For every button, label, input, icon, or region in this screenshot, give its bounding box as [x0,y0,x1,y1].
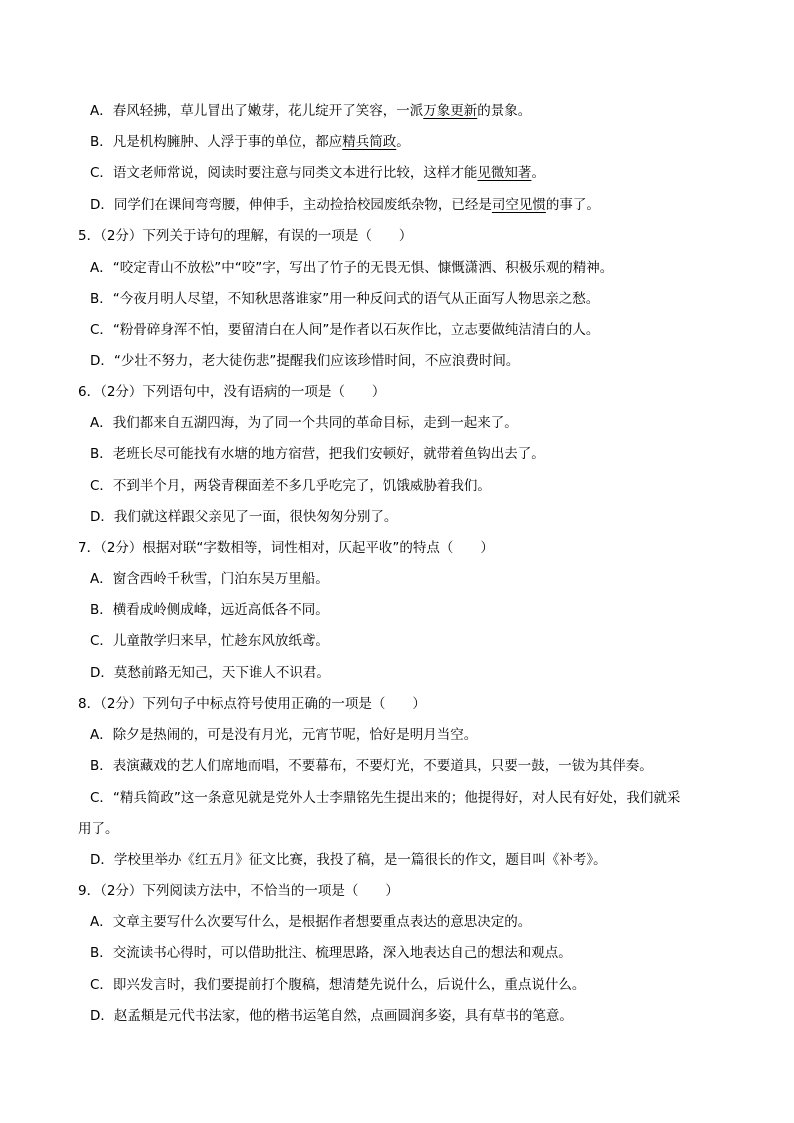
answer-option [0,943,794,963]
line-text: D．“少壮不努力，老大徒伤悲”提醒我们应该珍惜时间，不应浪费时间。 [90,353,520,369]
line-text: D．我们就这样跟父亲见了一面，很快匆匆分别了。 [90,509,398,525]
answer-option [0,975,794,995]
line-text: B．老班长尽可能找有水塘的地方宿营，把我们安顿好，就带着鱼钩出去了。 [90,446,545,462]
answer-option [0,289,794,309]
answer-option [0,569,794,589]
line-text: D．同学们在课间弯弯腰，伸伸手，主动捡拾校园废纸杂物，已经是 [90,197,492,213]
line-text: C．“粉骨碎身浑不怕，要留清白在人间”是作者以石灰作比，立志要做纯洁清白的人。 [90,322,600,338]
answer-option [0,320,794,340]
question-stem [0,881,794,901]
line-text: A．“咬定青山不放松”中“咬”字，写出了竹子的无畏无惧、慷慨潇洒、积极乐观的精神。 [90,260,614,276]
underlined-idiom: 精兵简政 [342,134,397,150]
line-text: A．除夕是热闹的，可是没有月光，元宵节呢，恰好是明月当空。 [90,727,478,743]
question-stem [0,694,794,714]
line-text: 的事了。 [545,197,600,213]
line-text: B．凡是机构臃肿、人浮于事的单位，都应 [90,134,343,150]
line-text: A．我们都来自五湖四海，为了同一个共同的革命目标，走到一起来了。 [90,415,518,431]
answer-option [0,1006,794,1026]
line-text: C．不到半个月，两袋青稞面差不多几乎吃完了，饥饿威胁着我们。 [90,478,491,494]
line-text: 5．（2分）下列关于诗句的理解，有误的一项是（ ） [78,228,413,244]
answer-option [0,413,794,433]
line-text: C．语文老师常说，阅读时要注意与同类文本进行比较，这样才能 [90,165,478,181]
line-text: 。 [531,165,545,181]
question-stem [0,382,794,402]
answer-option [0,850,794,870]
answer-option [0,444,794,464]
line-text: B．交流读书心得时，可以借助批注、梳理思路，深入地表达自己的想法和观点。 [90,945,572,961]
answer-option [0,195,794,215]
question-stem [0,226,794,246]
line-text: 。 [396,134,410,150]
line-text: D．莫愁前路无知己，天下谁人不识君。 [90,665,330,681]
line-text: A．窗含西岭千秋雪，门泊东吴万里船。 [90,571,329,587]
answer-option [0,101,794,121]
answer-option [0,788,794,808]
line-text: D．学校里举办《红五月》征文比赛，我投了稿，是一篇很长的作文，题目叫《补考》。 [90,852,607,868]
answer-option [0,351,794,371]
answer-option [0,663,794,683]
option-continuation [0,819,794,839]
line-text: A．春风轻拂，草儿冒出了嫩芽，花儿绽开了笑容，一派 [90,103,424,119]
answer-option [0,631,794,651]
line-text: C．儿童散学归来早，忙趁东风放纸鸢。 [90,633,329,649]
line-text: C．即兴发言时，我们要提前打个腹稿，想清楚先说什么，后说什么，重点说什么。 [90,977,586,993]
answer-option [0,258,794,278]
line-text: B．横看成岭侧成峰，远近高低各不同。 [90,602,329,618]
question-stem [0,538,794,558]
line-text: 6．（2分）下列语句中，没有语病的一项是（ ） [78,384,386,400]
underlined-idiom: 见微知著 [477,165,532,181]
line-text: C．“精兵简政”这一条意见就是党外人士李鼎铭先生提出来的；他提得好，对人民有好处，我们就采 [90,790,681,806]
line-text: 7．（2分）根据对联“字数相等，词性相对，仄起平收”的特点（ ） [78,540,494,556]
underlined-idiom: 万象更新 [423,103,478,119]
answer-option [0,507,794,527]
line-text: B．表演藏戏的艺人们席地而唱，不要幕布，不要灯光，不要道具，只要一鼓，一钹为其伴奏。 [90,758,653,774]
line-text: 用了。 [78,821,119,837]
answer-option [0,132,794,152]
line-text: 的景象。 [477,103,532,119]
answer-option [0,912,794,932]
line-text: 8．（2分）下列句子中标点符号使用正确的一项是（ ） [78,696,426,712]
answer-option [0,476,794,496]
line-text: D．赵孟頫是元代书法家，他的楷书运笔自然，点画圆润多姿，具有草书的笔意。 [90,1008,573,1024]
answer-option [0,725,794,745]
line-text: B．“今夜月明人尽望，不知秋思落谁家”用一种反问式的语气从正面写人物思亲之愁。 [90,291,600,307]
answer-option [0,600,794,620]
line-text: A．文章主要写什么次要写什么，是根据作者想要重点表达的意思决定的。 [90,914,532,930]
answer-option [0,163,794,183]
line-text: 9．（2分）下列阅读方法中，不恰当的一项是（ ） [78,883,399,899]
underlined-idiom: 司空见惯 [491,197,546,213]
answer-option [0,756,794,776]
